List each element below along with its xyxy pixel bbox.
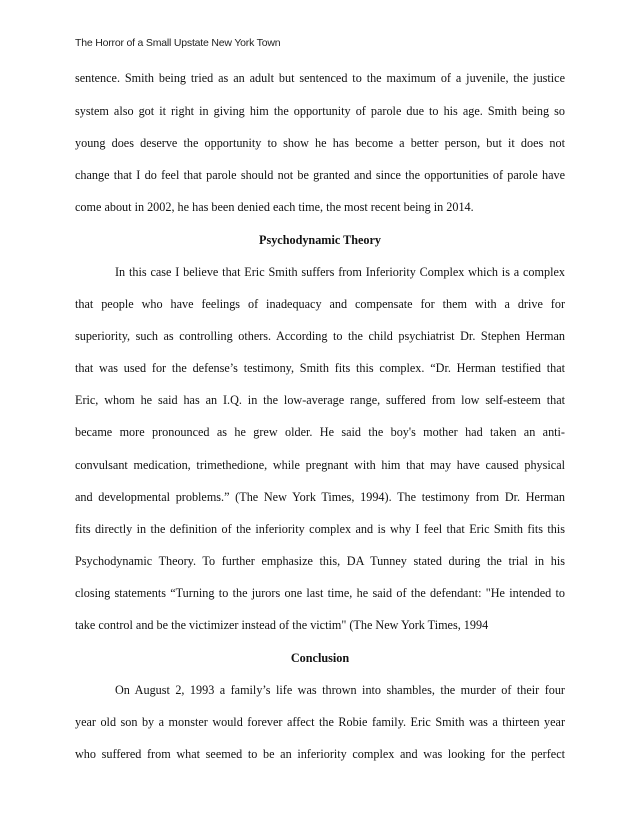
paragraph-line: On August 2, 1993 a family’s life was thrown into shambles, the murder of their four — [115, 683, 565, 697]
paragraph-line: change that I do feel that parole should not be granted and since the opportunities of parole have — [75, 168, 565, 182]
paragraph-line: who suffered from what seemed to be an inferiority complex and was looking for the perfect — [75, 747, 565, 761]
section-heading: Conclusion — [290, 651, 350, 665]
paragraph-line: come about in 2002, he has been denied each time, the most recent being in 2014. — [75, 200, 474, 214]
paragraph-line: young does deserve the opportunity to show he has become a better person, but it does not — [75, 136, 565, 150]
paragraph-line: that people who have feelings of inadequacy and compensate for them with a drive for — [75, 297, 565, 311]
paragraph-line: fits directly in the definition of the inferiority complex and is why I feel that Eric Smith fits this — [75, 522, 565, 536]
paragraph-line: Eric, whom he said has an I.Q. in the low-average range, suffered from low self-esteem that — [75, 393, 565, 407]
paragraph-line: closing statements “Turning to the jurors one last time, he said of the defendant: "He intended to — [75, 586, 565, 600]
paragraph-line: Psychodynamic Theory. To further emphasize this, DA Tunney stated during the trial in his — [75, 554, 565, 568]
running-header: The Horror of a Small Upstate New York Town — [75, 37, 281, 49]
paragraph-line: system also got it right in giving him the opportunity of parole due to his age. Smith being so — [75, 104, 565, 118]
paragraph-line: sentence. Smith being tried as an adult but sentenced to the maximum of a juvenile, the justice — [75, 71, 565, 85]
paragraph-line: became more pronounced as he grew older. He said the boy's mother had taken an anti- — [75, 425, 565, 439]
paragraph-line: take control and be the victimizer instead of the victim" (The New York Times, 1994 — [75, 618, 489, 632]
paragraph-line: superiority, such as controlling others. According to the child psychiatrist Dr. Stephen Herman — [75, 329, 565, 343]
section-heading: Psychodynamic Theory — [259, 233, 381, 247]
paragraph-line: convulsant medication, trimethedione, while pregnant with him that may have caused physical — [75, 458, 565, 472]
paragraph-line: that was used for the defense’s testimony, Smith fits this complex. “Dr. Herman testified that — [75, 361, 565, 375]
paragraph-line: year old son by a monster would forever affect the Robie family. Eric Smith was a thirteen year — [75, 715, 565, 729]
paragraph-line: In this case I believe that Eric Smith suffers from Inferiority Complex which is a complex — [115, 265, 565, 279]
paragraph-line: and developmental problems.” (The New York Times, 1994). The testimony from Dr. Herman — [75, 490, 565, 504]
